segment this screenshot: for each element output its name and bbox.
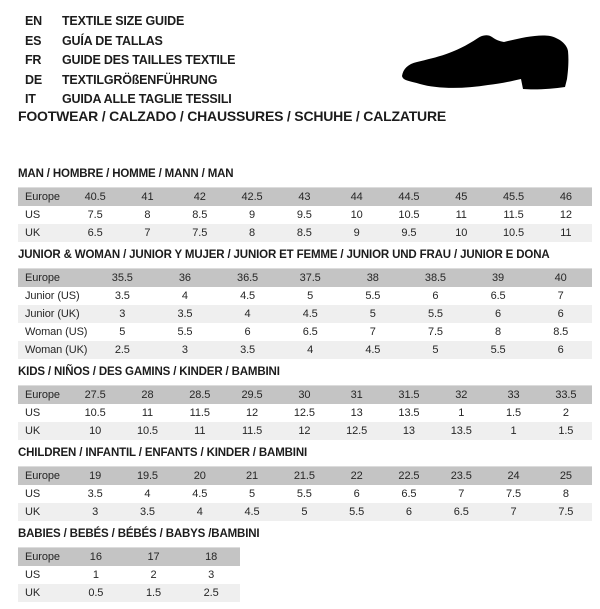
size-value: 37.5 <box>299 272 321 284</box>
size-value: 2 <box>562 407 569 419</box>
size-value: 4 <box>196 506 203 518</box>
size-value: 30 <box>298 389 311 401</box>
language-code: ES <box>25 33 42 48</box>
size-value: 0.5 <box>88 587 104 599</box>
size-value: 6.5 <box>302 326 318 338</box>
size-value: 3.5 <box>114 290 130 302</box>
size-value: 8 <box>249 227 256 239</box>
size-value: 3.5 <box>177 308 193 320</box>
size-section-kids <box>18 366 592 440</box>
row-label: Europe <box>25 272 60 284</box>
size-value: 42.5 <box>241 191 263 203</box>
size-value: 8.5 <box>296 227 312 239</box>
language-row <box>25 90 235 110</box>
size-value: 8.5 <box>553 326 569 338</box>
size-value: 45.5 <box>503 191 525 203</box>
section-title-children: CHILDREN / INFANTIL / ENFANTS / KINDER / BAMBINI <box>18 447 308 459</box>
table-row-uk <box>18 422 592 440</box>
size-value: 33 <box>507 389 520 401</box>
size-section-children <box>18 447 592 521</box>
table-row-uk <box>18 503 592 521</box>
table-row-header <box>18 548 240 567</box>
size-value: 13 <box>350 407 363 419</box>
size-tables-container <box>18 168 592 609</box>
table-row-header <box>18 386 592 405</box>
size-value: 7.5 <box>87 209 103 221</box>
size-value: 13 <box>402 425 415 437</box>
size-value: 6 <box>557 344 564 356</box>
size-value: 21 <box>246 470 259 482</box>
size-value: 31.5 <box>398 389 420 401</box>
size-value: 4.5 <box>192 488 208 500</box>
size-value: 6 <box>495 308 502 320</box>
size-value: 11 <box>560 227 572 239</box>
size-value: 3 <box>92 506 99 518</box>
size-value: 8 <box>495 326 502 338</box>
language-row <box>25 71 235 91</box>
size-value: 11 <box>141 407 154 419</box>
size-value: 6 <box>353 488 360 500</box>
size-value: 28 <box>141 389 154 401</box>
table-row-uk <box>18 224 592 242</box>
size-value: 7 <box>510 506 517 518</box>
size-value: 7.5 <box>427 326 443 338</box>
size-value: 5 <box>301 506 308 518</box>
row-label: Europe <box>25 389 60 401</box>
language-label: GUÍA DE TALLAS <box>62 33 163 48</box>
size-value: 9.5 <box>296 209 312 221</box>
row-label: US <box>25 407 41 419</box>
size-value: 16 <box>89 551 102 563</box>
language-row <box>25 32 235 52</box>
size-value: 11.5 <box>241 425 263 437</box>
size-value: 41 <box>141 191 154 203</box>
size-value: 4 <box>307 344 314 356</box>
size-value: 1 <box>458 407 465 419</box>
size-value: 3 <box>208 569 215 581</box>
size-value: 8 <box>144 209 151 221</box>
size-value: 1.5 <box>145 587 161 599</box>
table-row-junior-us- <box>18 287 592 305</box>
size-value: 43 <box>298 191 311 203</box>
size-value: 11 <box>194 425 206 437</box>
size-value: 9 <box>353 227 360 239</box>
size-value: 38.5 <box>424 272 446 284</box>
size-value: 10.5 <box>503 227 525 239</box>
size-value: 2 <box>150 569 157 581</box>
section-title-kids: KIDS / NIÑOS / DES GAMINS / KINDER / BAMBINI <box>18 366 280 378</box>
size-value: 39 <box>492 272 505 284</box>
size-value: 25 <box>559 470 572 482</box>
size-value: 21.5 <box>293 470 315 482</box>
size-value: 40.5 <box>84 191 106 203</box>
table-row-header <box>18 269 592 288</box>
size-value: 10.5 <box>398 209 420 221</box>
size-value: 19.5 <box>136 470 158 482</box>
row-label: Junior (US) <box>25 290 80 302</box>
size-value: 4.5 <box>302 308 318 320</box>
size-value: 44 <box>350 191 363 203</box>
size-value: 12 <box>298 425 311 437</box>
size-value: 10 <box>89 425 102 437</box>
size-value: 11 <box>455 209 467 221</box>
size-value: 1 <box>92 569 99 581</box>
size-value: 22.5 <box>398 470 420 482</box>
size-value: 5 <box>432 344 439 356</box>
size-value: 7 <box>557 290 564 302</box>
size-value: 6.5 <box>490 290 506 302</box>
size-value: 6 <box>405 506 412 518</box>
size-table-man <box>18 187 592 242</box>
language-code: FR <box>25 53 42 67</box>
size-value: 6 <box>244 326 251 338</box>
size-value: 6.5 <box>453 506 469 518</box>
size-section-man <box>18 168 592 242</box>
table-row-woman-uk- <box>18 341 592 359</box>
row-label: UK <box>25 506 41 518</box>
size-value: 5.5 <box>490 344 506 356</box>
language-label: GUIDE DES TAILLES TEXTILE <box>62 53 236 67</box>
size-value: 17 <box>147 551 160 563</box>
size-value: 4.5 <box>240 290 256 302</box>
size-value: 32 <box>455 389 468 401</box>
size-value: 5.5 <box>296 488 312 500</box>
size-value: 23.5 <box>450 470 472 482</box>
row-label: Woman (US) <box>25 326 88 338</box>
size-value: 4.5 <box>365 344 381 356</box>
language-code: IT <box>25 92 36 106</box>
row-label: US <box>25 209 41 221</box>
size-value: 7 <box>458 488 465 500</box>
size-value: 5.5 <box>427 308 443 320</box>
size-value: 11.5 <box>503 209 524 221</box>
size-value: 1.5 <box>558 425 574 437</box>
size-value: 31 <box>350 389 363 401</box>
language-label: TEXTILGRÖßENFÜHRUNG <box>62 72 218 87</box>
language-title-block <box>25 12 235 110</box>
size-value: 11.5 <box>189 407 210 419</box>
dress-shoe-icon <box>402 34 570 94</box>
row-label: Junior (UK) <box>25 308 80 320</box>
row-label: UK <box>25 587 41 599</box>
table-row-header <box>18 188 592 207</box>
size-value: 5.5 <box>365 290 381 302</box>
size-value: 36 <box>178 272 191 284</box>
size-value: 5.5 <box>349 506 365 518</box>
size-value: 18 <box>205 551 218 563</box>
size-value: 3 <box>119 308 126 320</box>
size-value: 5 <box>249 488 256 500</box>
size-value: 12.5 <box>346 425 368 437</box>
size-value: 45 <box>455 191 468 203</box>
size-value: 7 <box>369 326 376 338</box>
language-code: DE <box>25 72 42 87</box>
size-value: 3.5 <box>240 344 256 356</box>
table-row-us <box>18 485 592 503</box>
category-heading: FOOTWEAR / CALZADO / CHAUSSURES / SCHUHE / CALZATURE <box>18 108 447 124</box>
size-value: 12 <box>246 407 259 419</box>
size-value: 1 <box>510 425 517 437</box>
size-value: 36.5 <box>237 272 259 284</box>
size-value: 28.5 <box>189 389 211 401</box>
size-value: 7.5 <box>192 227 208 239</box>
size-value: 10 <box>455 227 468 239</box>
size-value: 46 <box>559 191 572 203</box>
size-table-children <box>18 466 592 521</box>
language-label: TEXTILE SIZE GUIDE <box>62 14 185 28</box>
size-value: 4 <box>144 488 151 500</box>
table-row-us <box>18 206 592 224</box>
size-value: 42 <box>193 191 206 203</box>
size-value: 13.5 <box>450 425 472 437</box>
size-value: 5 <box>119 326 126 338</box>
size-value: 4 <box>244 308 251 320</box>
size-value: 3.5 <box>139 506 155 518</box>
size-value: 12 <box>559 209 572 221</box>
size-value: 7.5 <box>558 506 574 518</box>
size-value: 38 <box>366 272 379 284</box>
size-section-babies <box>18 528 592 602</box>
table-row-us <box>18 404 592 422</box>
row-label: Europe <box>25 551 60 563</box>
size-value: 9.5 <box>401 227 417 239</box>
size-value: 27.5 <box>84 389 106 401</box>
size-value: 8.5 <box>192 209 208 221</box>
size-value: 5.5 <box>177 326 193 338</box>
size-value: 7 <box>144 227 151 239</box>
row-label: US <box>25 569 41 581</box>
row-label: Europe <box>25 191 60 203</box>
size-value: 6 <box>432 290 439 302</box>
size-value: 44.5 <box>398 191 420 203</box>
size-value: 9 <box>249 209 256 221</box>
table-row-woman-us- <box>18 323 592 341</box>
size-value: 5 <box>307 290 314 302</box>
table-row-junior-uk- <box>18 305 592 323</box>
row-label: UK <box>25 425 41 437</box>
size-value: 8 <box>562 488 569 500</box>
size-table-kids <box>18 385 592 440</box>
row-label: UK <box>25 227 41 239</box>
size-value: 6.5 <box>87 227 103 239</box>
size-value: 13.5 <box>398 407 420 419</box>
size-value: 22 <box>350 470 363 482</box>
size-value: 19 <box>89 470 102 482</box>
size-value: 6.5 <box>401 488 417 500</box>
size-value: 5 <box>369 308 376 320</box>
size-value: 20 <box>193 470 206 482</box>
table-row-us <box>18 566 240 584</box>
size-value: 7.5 <box>506 488 522 500</box>
size-value: 1.5 <box>506 407 522 419</box>
size-value: 3.5 <box>87 488 103 500</box>
size-value: 33.5 <box>555 389 577 401</box>
size-value: 35.5 <box>111 272 133 284</box>
language-label: GUIDA ALLE TAGLIE TESSILI <box>62 92 232 106</box>
size-value: 10.5 <box>84 407 106 419</box>
section-title-man: MAN / HOMBRE / HOMME / MANN / MAN <box>18 168 234 180</box>
size-value: 40 <box>554 272 567 284</box>
row-label: Europe <box>25 470 60 482</box>
size-value: 10 <box>350 209 363 221</box>
size-value: 6 <box>557 308 564 320</box>
section-title-babies: BABIES / BEBÉS / BÉBÉS / BABYS /BAMBINI <box>18 528 260 540</box>
language-row <box>25 12 235 32</box>
size-value: 3 <box>181 344 188 356</box>
row-label: Woman (UK) <box>25 344 88 356</box>
size-value: 4 <box>181 290 188 302</box>
size-value: 4.5 <box>244 506 260 518</box>
size-value: 2.5 <box>203 587 219 599</box>
size-value: 10.5 <box>136 425 158 437</box>
table-row-header <box>18 467 592 486</box>
size-value: 24 <box>507 470 520 482</box>
language-row <box>25 51 235 71</box>
size-value: 29.5 <box>241 389 263 401</box>
size-table-babies <box>18 547 240 602</box>
section-title-junior: JUNIOR & WOMAN / JUNIOR Y MUJER / JUNIOR ET FEMME / JUNIOR UND FRAU / JUNIOR E DONA <box>18 249 550 261</box>
size-value: 2.5 <box>114 344 130 356</box>
size-section-junior <box>18 249 592 359</box>
language-code: EN <box>25 14 42 28</box>
size-value: 12.5 <box>293 407 315 419</box>
table-row-uk <box>18 584 240 602</box>
size-table-junior <box>18 268 592 359</box>
row-label: US <box>25 488 41 500</box>
